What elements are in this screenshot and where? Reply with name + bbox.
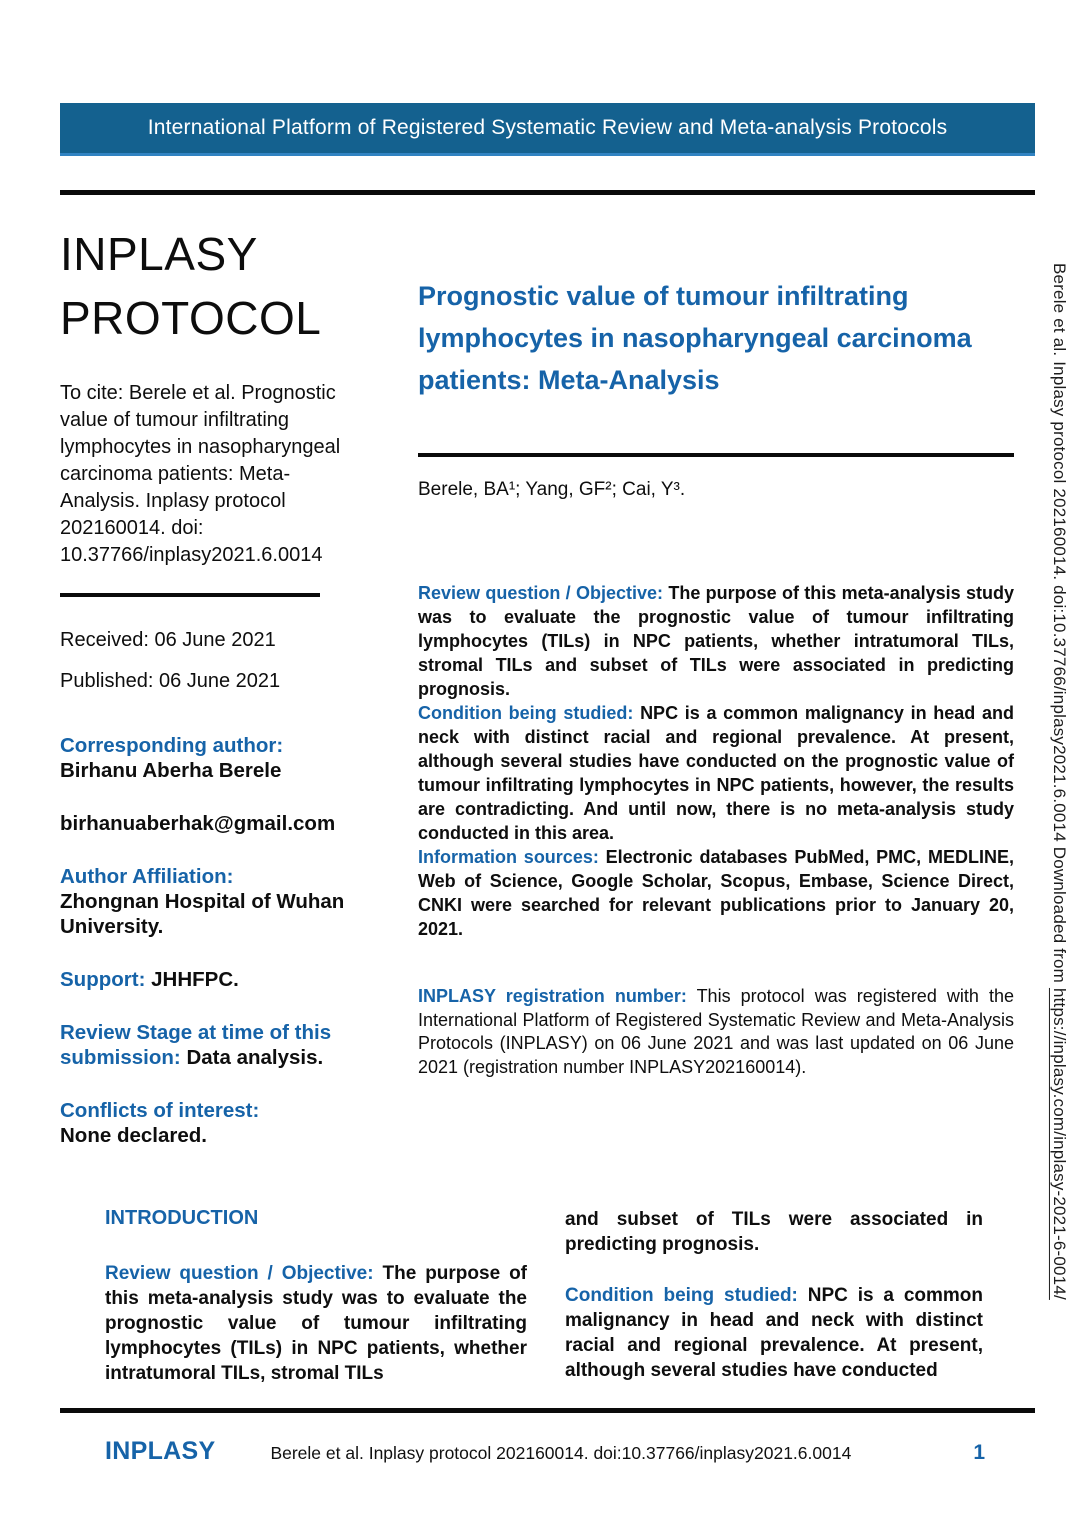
conflicts-block bbox=[60, 1098, 362, 1148]
affiliation-label: Author Affiliation: bbox=[60, 865, 234, 888]
review-stage-block bbox=[60, 1020, 362, 1070]
abstract-section bbox=[418, 581, 1014, 941]
divider-top bbox=[60, 190, 1035, 195]
introduction-heading: INTRODUCTION bbox=[105, 1207, 259, 1229]
authors-line: Berele, BA¹; Yang, GF²; Cai, Y³. bbox=[418, 479, 686, 500]
introduction-review-question-label: Review question / Objective: bbox=[105, 1263, 374, 1284]
registration-label: INPLASY registration number: bbox=[418, 986, 687, 1006]
review-stage-text: Data analysis. bbox=[186, 1046, 324, 1069]
introduction-column-2 bbox=[565, 1207, 983, 1383]
introduction-review-question-paragraph bbox=[105, 1261, 527, 1386]
review-question-text: The purpose of this meta-analysis study was to evaluate the prognostic value of tumour infiltrating lymphocytes (TILs) in NPC patients, whether intratumoral TILs, stromal TILs and subset of TILs were associated in predicting prognosis. bbox=[418, 583, 1014, 699]
vertical-citation-url[interactable]: https://inplasy.com/inplasy-2021-6-0014/ bbox=[1050, 987, 1069, 1300]
divider-footer bbox=[60, 1408, 1035, 1413]
review-question-label: Review question / Objective: bbox=[418, 583, 664, 603]
corresponding-author-block bbox=[60, 733, 362, 783]
introduction-condition-label: Condition being studied: bbox=[565, 1285, 798, 1306]
left-column bbox=[60, 222, 362, 1148]
condition-text: NPC is a common malignancy in head and neck with distinct racial and regional prevalence. At present, although several studies have conducted on the prognostic value of tumour infiltrating lymphocytes in NPC patients, however, the results are contradicting. And until now, there is no meta-analysis study conducted in this area. bbox=[418, 703, 1014, 843]
information-sources-text: Electronic databases PubMed, PMC, MEDLINE, Web of Science, Google Scholar, Scopus, Embase, Science Direct, CNKI were searched for relevant publications prior to January 20, 2021. bbox=[418, 847, 1014, 939]
introduction-condition-text: NPC is a common malignancy in head and neck with distinct racial and regional prevalence. At present, although several studies have conducted bbox=[565, 1285, 983, 1381]
article-title: Prognostic value of tumour infiltrating lymphocytes in nasopharyngeal carcinoma patients: Meta-Analysis bbox=[418, 281, 972, 395]
information-sources-label: Information sources: bbox=[418, 847, 599, 867]
top-banner bbox=[60, 103, 1035, 156]
divider-article bbox=[418, 453, 1014, 457]
affiliation-text: Zhongnan Hospital of Wuhan University. bbox=[60, 890, 345, 938]
conflicts-label: Conflicts of interest: bbox=[60, 1099, 260, 1122]
masthead-line-1: INPLASY bbox=[60, 228, 258, 280]
registration-text: This protocol was registered with the International Platform of Registered Systematic Review and Meta-Analysis Protocols (INPLASY) on 06 June 2021 and was last updated on 06 June 2021 (registration number INPLASY202160014). bbox=[418, 986, 1014, 1077]
condition-label: Condition being studied: bbox=[418, 703, 634, 723]
page-number: 1 bbox=[973, 1441, 985, 1464]
support-block bbox=[60, 967, 362, 992]
corresponding-author-name: Birhanu Aberha Berele bbox=[60, 759, 282, 782]
review-stage-label: Review Stage at time of this submission: bbox=[60, 1021, 332, 1069]
banner-title: International Platform of Registered Systematic Review and Meta-analysis Protocols bbox=[147, 116, 948, 139]
review-question-paragraph bbox=[418, 581, 1014, 701]
information-sources-paragraph bbox=[418, 845, 1014, 941]
introduction-column-1 bbox=[105, 1207, 527, 1386]
divider-left-column bbox=[60, 593, 320, 597]
page-footer bbox=[105, 1437, 985, 1466]
introduction-condition-paragraph bbox=[565, 1283, 983, 1383]
vertical-citation-text: Berele et al. Inplasy protocol 202160014. doi:10.37766/inplasy2021.6.0014 Downloaded from bbox=[1050, 263, 1069, 988]
received-date: Received: 06 June 2021 bbox=[60, 629, 276, 651]
author-email: birhanuaberhak@gmail.com bbox=[60, 812, 336, 835]
support-label: Support: bbox=[60, 968, 146, 991]
support-text: JHHFPC. bbox=[151, 968, 239, 991]
footer-citation: Berele et al. Inplasy protocol 202160014. doi:10.37766/inplasy2021.6.0014 bbox=[270, 1443, 852, 1463]
introduction-review-question-text: The purpose of this meta-analysis study was to evaluate the prognostic value of tumour infiltrating lymphocytes (TILs) in NPC patients, whether intratumoral TILs, stromal TILs bbox=[105, 1263, 528, 1384]
published-date: Published: 06 June 2021 bbox=[60, 670, 281, 692]
citation-text: To cite: Berele et al. Prognostic value of tumour infiltrating lymphocytes in nasopharyngeal carcinoma patients: Meta-Analysis. Inplasy protocol 202160014. doi: 10.37766/inplasy2021.6.0014 bbox=[60, 382, 341, 566]
corresponding-author-label: Corresponding author: bbox=[60, 734, 284, 757]
registration-paragraph bbox=[418, 985, 1014, 1079]
introduction-continuation-text: and subset of TILs were associated in predicting prognosis. bbox=[565, 1209, 983, 1255]
affiliation-block bbox=[60, 864, 362, 939]
condition-paragraph bbox=[418, 701, 1014, 845]
conflicts-text: None declared. bbox=[60, 1124, 207, 1147]
masthead-line-2: PROTOCOL bbox=[60, 292, 322, 344]
vertical-citation bbox=[1049, 263, 1069, 1443]
masthead-title bbox=[60, 222, 362, 350]
right-column bbox=[418, 275, 1014, 1079]
footer-brand: INPLASY bbox=[105, 1437, 216, 1465]
